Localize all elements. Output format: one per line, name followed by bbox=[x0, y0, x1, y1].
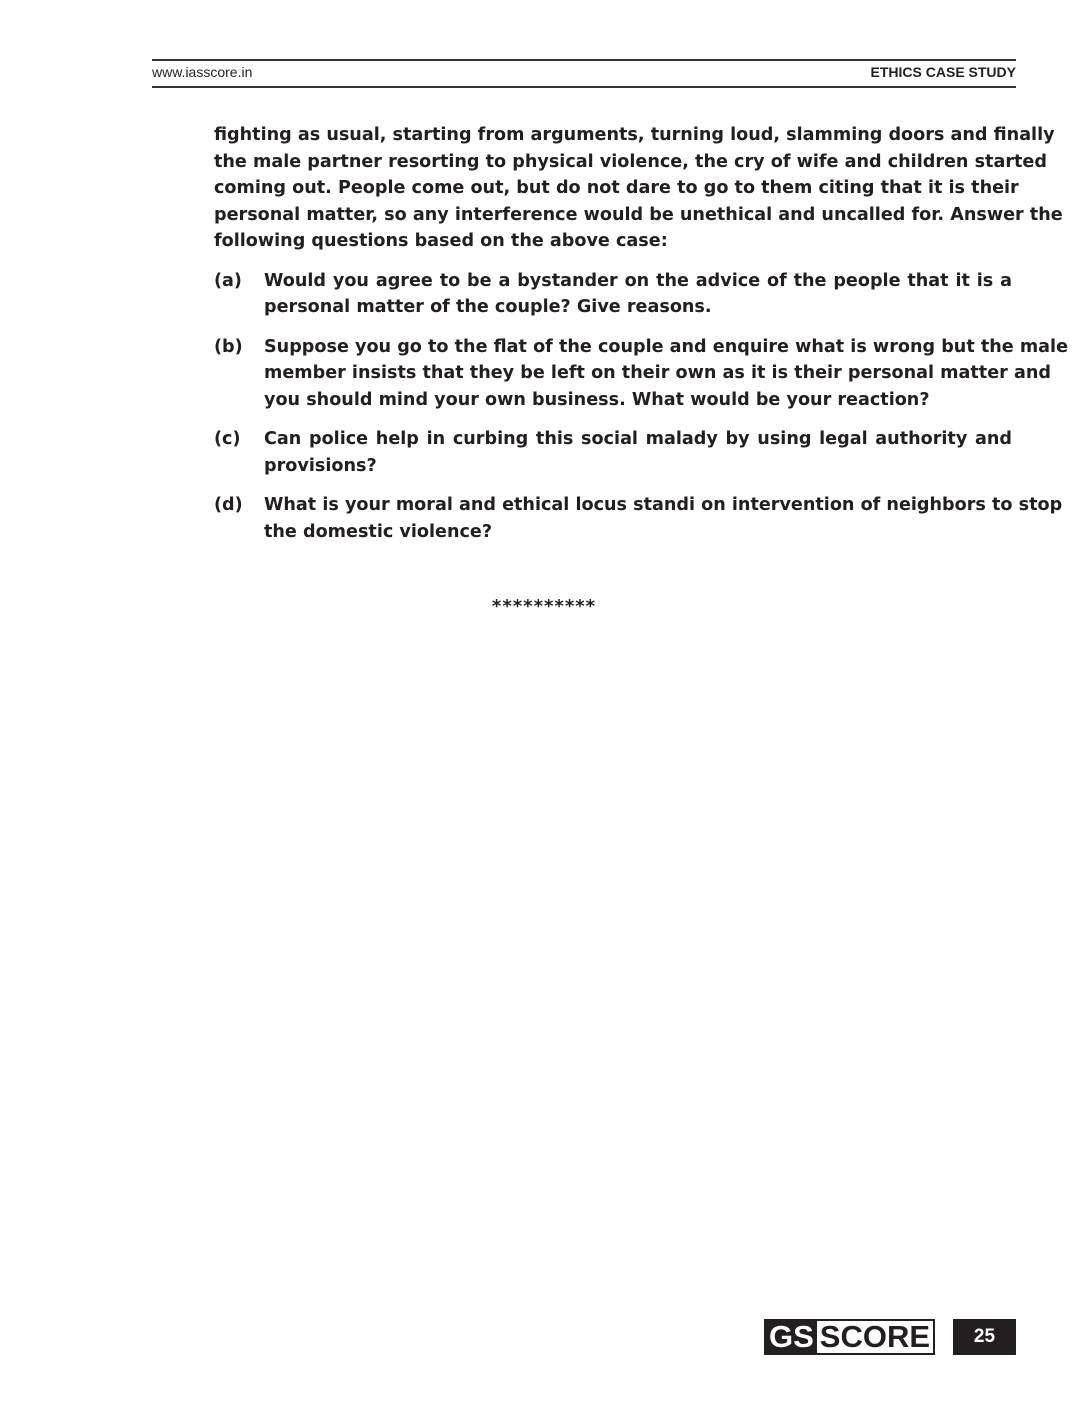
paragraph-line: fighting as usual, starting from arguments, turning loud, slamming doors and finally bbox=[214, 125, 1055, 145]
question-list bbox=[214, 268, 1069, 546]
logo-score: SCORE bbox=[819, 1319, 931, 1354]
question-item bbox=[214, 268, 1012, 321]
question-line: Would you agree to be a bystander on the advice of the people that it is a bbox=[264, 270, 1012, 291]
question-label: (a) bbox=[214, 270, 242, 291]
question-item bbox=[214, 492, 1063, 545]
question-label: (b) bbox=[214, 336, 243, 357]
question-line: What is your moral and ethical locus standi on intervention of neighbors to stop bbox=[264, 495, 1063, 515]
question-line: Can police help in curbing this social malady by using legal authority and bbox=[264, 429, 1012, 449]
question-line: member insists that they be left on their own as it is their personal matter and bbox=[264, 363, 1051, 383]
paragraph-line: coming out. People come out, but do not dare to go to them citing that it is their bbox=[214, 178, 1019, 198]
page-number: 25 bbox=[953, 1319, 1016, 1355]
question-line: Suppose you go to the flat of the couple and enquire what is wrong but the male bbox=[264, 336, 1069, 357]
question-item bbox=[214, 426, 1012, 479]
question-item bbox=[214, 334, 1069, 414]
gsscore-logo bbox=[764, 1319, 935, 1355]
paragraph-line: personal matter, so any interference would be unethical and uncalled for. Answer the bbox=[214, 204, 1063, 225]
header-bottom-rule bbox=[152, 86, 1016, 88]
case-paragraph bbox=[214, 122, 1063, 255]
header-section-title: ETHICS CASE STUDY bbox=[870, 64, 1016, 80]
header-website: www.iasscore.in bbox=[152, 64, 253, 80]
header-top-rule bbox=[152, 59, 1016, 61]
question-line: personal matter of the couple? Give reasons. bbox=[264, 297, 712, 317]
question-line: the domestic violence? bbox=[264, 521, 493, 542]
paragraph-line: following questions based on the above case: bbox=[214, 231, 668, 251]
question-line: provisions? bbox=[264, 455, 377, 476]
separator: ********** bbox=[491, 596, 597, 617]
logo-gs: GS bbox=[766, 1321, 817, 1353]
document-body bbox=[214, 122, 1069, 545]
question-label: (d) bbox=[214, 495, 243, 515]
question-line: you should mind your own business. What would be your reaction? bbox=[264, 389, 930, 410]
paragraph-line: the male partner resorting to physical violence, the cry of wife and children started bbox=[214, 151, 1047, 172]
question-label: (c) bbox=[214, 429, 241, 449]
